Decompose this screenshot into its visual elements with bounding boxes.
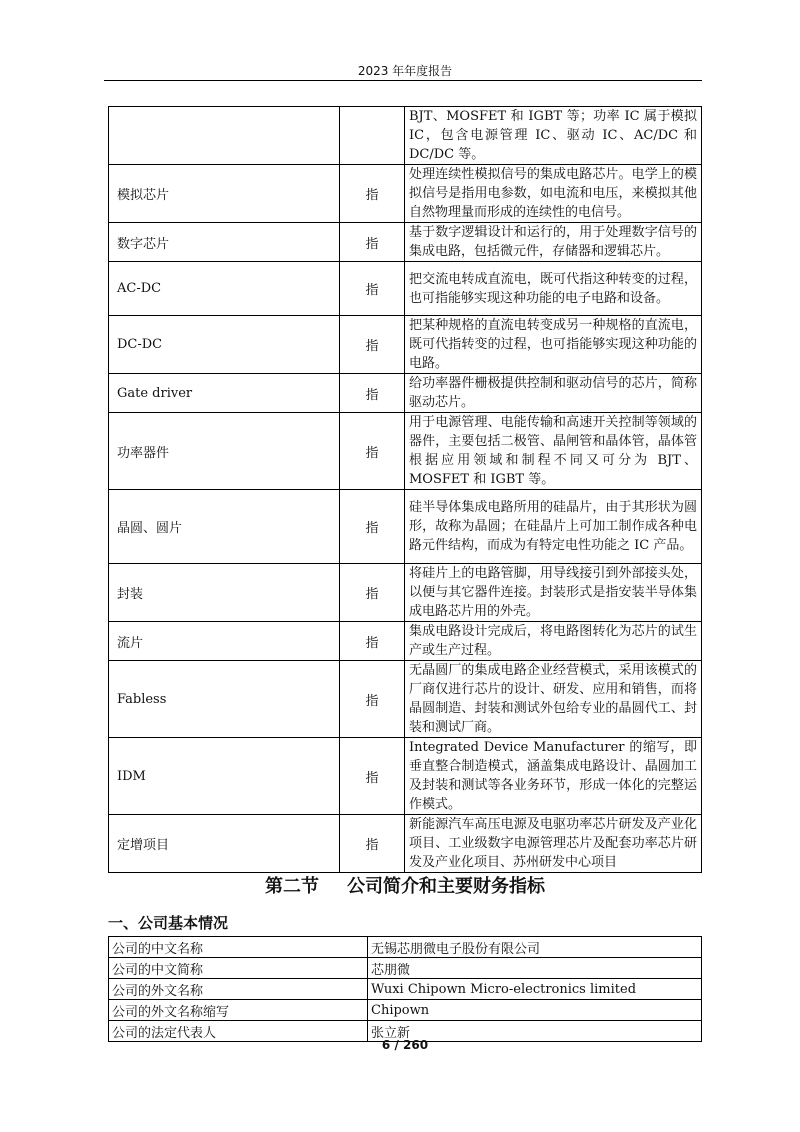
glossary-definition: 基于数字逻辑设计和运行的，用于处理数字信号的集成电路，包括微元件，存储器和逻辑芯片。: [405, 223, 702, 262]
glossary-refers: 指: [340, 815, 405, 873]
info-label: 公司的外文名称: [109, 979, 368, 1000]
subsection-title: 一、公司基本情况: [108, 914, 229, 932]
glossary-definition: 将硅片上的电路管脚，用导线接引到外部接头处，以便与其它器件连接。封装形式是指安装半导体集成电路芯片用的外壳。: [405, 564, 702, 622]
glossary-definition: 用于电源管理、电能传输和高速开关控制等领域的器件，主要包括二极管、晶闸管和晶体管，晶体管根据应用领域和制程不同又可分为 BJT、MOSFET 和 IGBT 等。: [405, 413, 702, 490]
info-row: [109, 1000, 702, 1021]
glossary-row: [109, 107, 702, 165]
glossary-row: [109, 738, 702, 815]
glossary-definition: Integrated Device Manufacturer 的缩写，即垂直整合制造模式，涵盖集成电路设计、晶圆加工及封装和测试等各业务环节，形成一体化的完整运作模式。: [405, 738, 702, 815]
section-number: 第二节: [265, 876, 319, 897]
glossary-definition: 给功率器件栅极提供控制和驱动信号的芯片，简称驱动芯片。: [405, 374, 702, 413]
page-header: 2023 年年度报告: [357, 64, 453, 78]
header-divider: [104, 80, 702, 81]
glossary-term: 封装: [109, 564, 340, 622]
glossary-table: [108, 106, 702, 873]
glossary-refers: 指: [340, 374, 405, 413]
glossary-term: Gate driver: [109, 374, 340, 413]
section-heading: 公司简介和主要财务指标: [347, 876, 545, 897]
info-row: [109, 979, 702, 1000]
info-value: 芯朋微: [368, 958, 702, 979]
info-value: Wuxi Chipown Micro-electronics limited: [368, 979, 702, 1000]
glossary-term: AC-DC: [109, 262, 340, 316]
info-value: 无锡芯朋微电子股份有限公司: [368, 937, 702, 958]
glossary-row: [109, 413, 702, 490]
glossary-row: [109, 490, 702, 564]
glossary-row: [109, 815, 702, 873]
glossary-term: 流片: [109, 622, 340, 661]
glossary-definition: 硅半导体集成电路所用的硅晶片，由于其形状为圆形，故称为晶圆；在硅晶片上可加工制作成各种电路元件结构，而成为有特定电性功能之 IC 产品。: [405, 490, 702, 564]
glossary-refers: 指: [340, 661, 405, 738]
glossary-term: 功率器件: [109, 413, 340, 490]
glossary-term: 晶圆、圆片: [109, 490, 340, 564]
glossary-definition: 把某种规格的直流电转变成另一种规格的直流电，既可代指转变的过程，也可指能够实现这种功能的电路。: [405, 316, 702, 374]
glossary-refers: 指: [340, 165, 405, 223]
glossary-term: [109, 107, 340, 165]
glossary-definition: 新能源汽车高压电源及电驱功率芯片研发及产业化项目、工业级数字电源管理芯片及配套功率芯片研发及产业化项目、苏州研发中心项目: [405, 815, 702, 873]
info-label: 公司的法定代表人: [109, 1021, 368, 1042]
info-label: 公司的中文名称: [109, 937, 368, 958]
glossary-definition: 集成电路设计完成后，将电路图转化为芯片的试生产或生产过程。: [405, 622, 702, 661]
company-info-table: [108, 936, 702, 1042]
glossary-refers: 指: [340, 564, 405, 622]
info-row: [109, 958, 702, 979]
glossary-row: [109, 262, 702, 316]
glossary-term: 模拟芯片: [109, 165, 340, 223]
info-value: Chipown: [368, 1000, 702, 1021]
section-title: [108, 872, 702, 898]
glossary-row: [109, 165, 702, 223]
glossary-term: 定增项目: [109, 815, 340, 873]
glossary-definition: 处理连续性模拟信号的集成电路芯片。电学上的模拟信号是指用电参数，如电流和电压，来模拟其他自然物理量而形成的连续性的电信号。: [405, 165, 702, 223]
info-row: [109, 937, 702, 958]
glossary-row: [109, 316, 702, 374]
glossary-row: [109, 564, 702, 622]
glossary-refers: 指: [340, 490, 405, 564]
glossary-definition: 无晶圆厂的集成电路企业经营模式，采用该模式的厂商仅进行芯片的设计、研发、应用和销售，而将晶圆制造、封装和测试外包给专业的晶圆代工、封装和测试厂商。: [405, 661, 702, 738]
glossary-row: [109, 223, 702, 262]
info-label: 公司的外文名称缩写: [109, 1000, 368, 1021]
glossary-term: 数字芯片: [109, 223, 340, 262]
page-number: 6 / 260: [381, 1038, 429, 1052]
glossary-refers: 指: [340, 223, 405, 262]
glossary-refers: 指: [340, 262, 405, 316]
glossary-refers: 指: [340, 413, 405, 490]
info-label: 公司的中文简称: [109, 958, 368, 979]
glossary-term: Fabless: [109, 661, 340, 738]
info-value: 张立新: [368, 1021, 702, 1042]
glossary-refers: [340, 107, 405, 165]
glossary-row: [109, 661, 702, 738]
glossary-definition: 把交流电转成直流电，既可代指这种转变的过程，也可指能够实现这种功能的电子电路和设备。: [405, 262, 702, 316]
glossary-refers: 指: [340, 738, 405, 815]
glossary-refers: 指: [340, 622, 405, 661]
glossary-row: [109, 622, 702, 661]
glossary-term: IDM: [109, 738, 340, 815]
glossary-definition: BJT、MOSFET 和 IGBT 等；功率 IC 属于模拟 IC，包含电源管理 IC、驱动 IC、AC/DC 和 DC/DC 等。: [405, 107, 702, 165]
glossary-refers: 指: [340, 316, 405, 374]
glossary-term: DC-DC: [109, 316, 340, 374]
glossary-row: [109, 374, 702, 413]
